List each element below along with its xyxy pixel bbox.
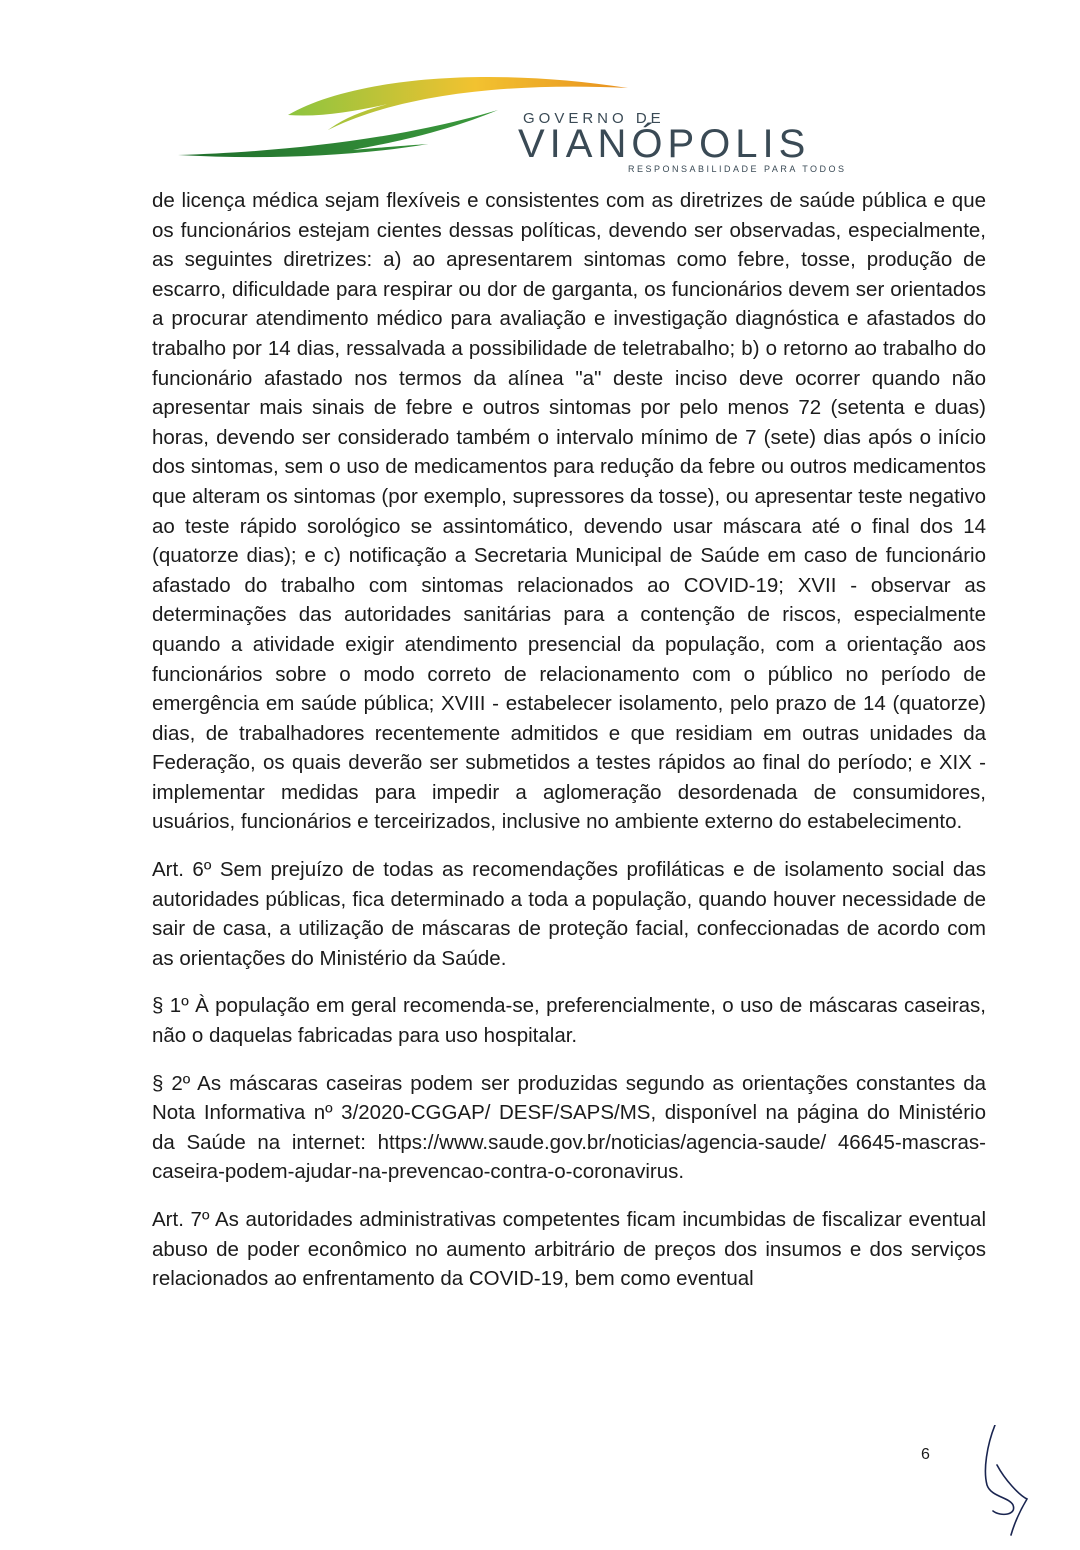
paragraph-art-6: Art. 6º Sem prejuízo de todas as recomendações profiláticas e de isolamento social das autoridades públicas, fica determinado a toda a população, quando houver necessidade de sair de casa, a utilização de máscaras de proteção facial, confeccionadas de acordo com as orientações do Ministério da Saúde. [152,858,986,970]
city-name: VIANÓPOLIS [518,122,811,166]
slogan: RESPONSABILIDADE PARA TODOS [628,164,847,174]
government-label: GOVERNO DE [523,110,665,127]
document-body [152,186,986,1312]
signature-icon [975,1425,1045,1545]
paragraph-art-7: Art. 7º As autoridades administrativas competentes ficam incumbidas de fiscalizar eventual abuso de poder econômico no aumento arbitrário de preços dos insumos e dos serviços relacionados ao enfrentamento da COVID-19, bem como eventual [152,1208,986,1291]
paragraph-continuation: de licença médica sejam flexíveis e consistentes com as diretrizes de saúde pública e que os funcionários estejam cientes dessas políticas, devendo ser observadas, especialmente, as seguintes diretrizes: a) ao apresentarem sintomas como febre, tosse, produção de escarro, dificuldade para respirar ou dor de garganta, os funcionários devem ser orientados a procurar atendimento médico para avaliação e investigação diagnóstica e afastados do trabalho por 14 dias, ressalvada a possibilidade de teletrabalho; b) o retorno ao trabalho do funcionário afastado nos termos da alínea "a" deste inciso deve ocorrer quando não apresentar mais sinais de febre e outros sintomas por pelo menos 72 (setenta e duas) horas, devendo ser considerado também o intervalo mínimo de 7 (sete) dias após o início dos sintomas, sem o uso de medicamentos para redução da febre ou outros medicamentos que alteram os sintomas (por exemplo, supressores da tosse), ou apresentar teste negativo ao teste rápido sorológico se assintomático, devendo usar máscara até o final dos 14 (quatorze dias); e c) notificação a Secretaria Municipal de Saúde em caso de funcionário afastado do trabalho com sintomas relacionados ao COVID-19; XVII - observar as determinações das autoridades sanitárias para a contenção de riscos, especialmente quando a atividade exigir atendimento presencial da população, com a orientação aos funcionários sobre o modo correto de relacionamento com o público no período de emergência em saúde pública; XVIII - estabelecer isolamento, pelo prazo de 14 (quatorze) dias, de trabalhadores recentemente admitidos e que residiam em outras unidades da Federação, os quais deverão ser submetidos a testes rápidos ao final do período; e XIX - implementar medidas para impedir a aglomeração desordenada de consumidores, usuários, funcionários e terceirizados, inclusive no ambiente externo do estabelecimento. [152,189,986,834]
paragraph-section-1: § 1º À população em geral recomenda-se, preferencialmente, o uso de máscaras caseiras, não o daquelas fabricadas para uso hospitalar. [152,994,986,1048]
handwritten-signature [975,1425,1045,1550]
municipal-logo [178,60,898,180]
page-number: 6 [921,1446,930,1463]
paragraph-section-2: § 2º As máscaras caseiras podem ser produzidas segundo as orientações constantes da Nota Informativa nº 3/2020-CGGAP/ DESF/SAPS/MS, disponível na página do Ministério da Saúde na internet: https://www.saude.gov.br/noticias/agencia-saude/ 46645-mascras-caseira-podem-ajudar-na-prevencao-contra-o-coronavirus. [152,1071,986,1184]
